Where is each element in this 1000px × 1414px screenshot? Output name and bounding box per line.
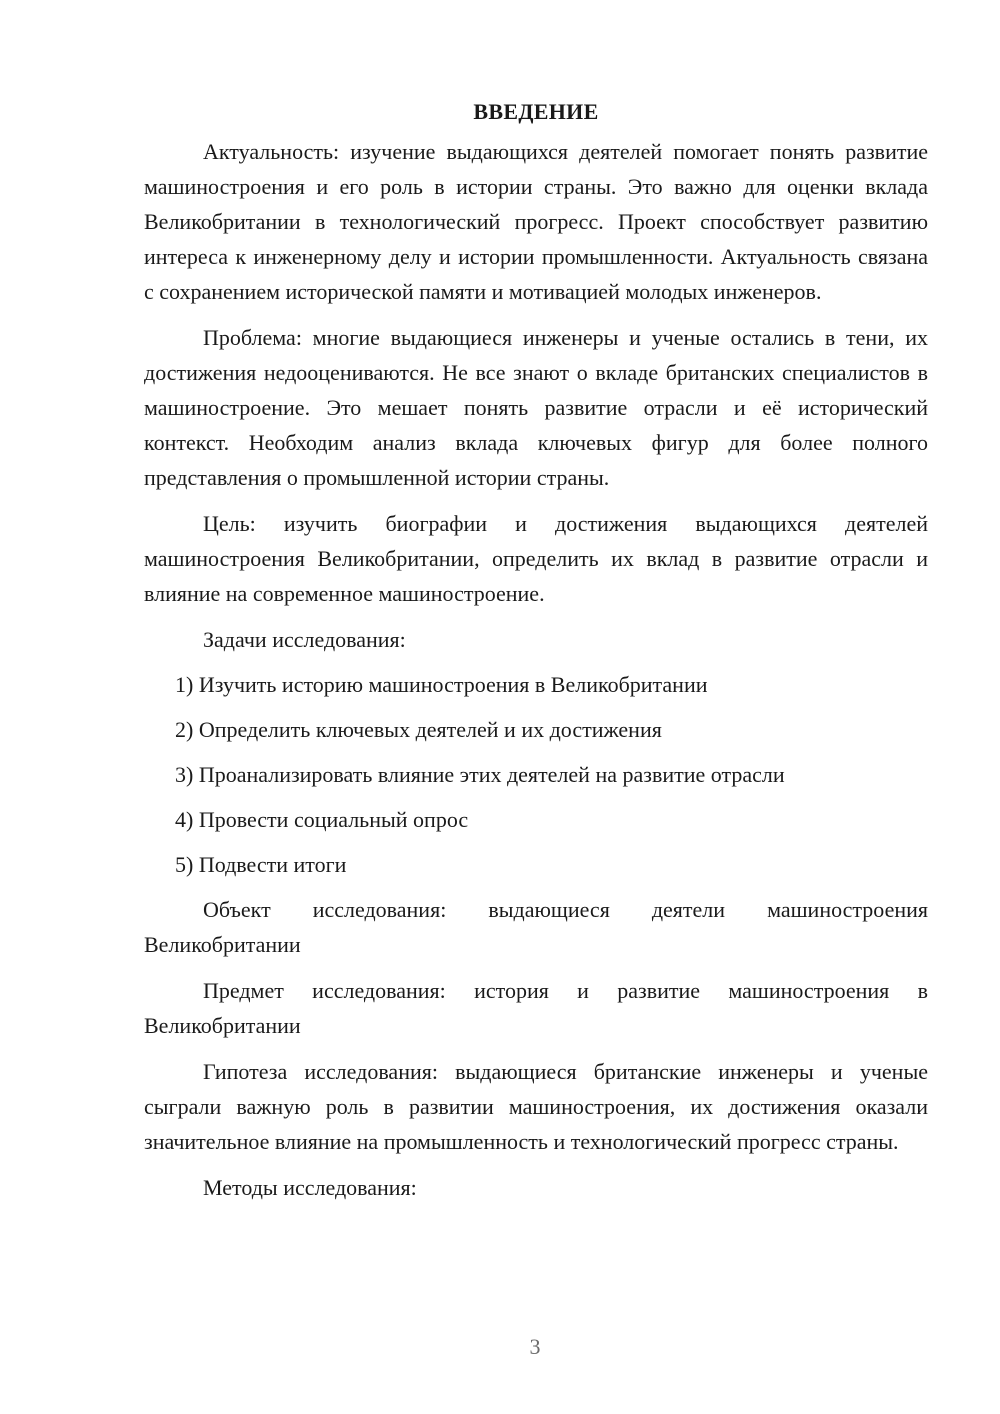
relevance-paragraph: Актуальность: изучение выдающихся деятелей помогает понять развитие машиностроения и его роль в истории страны. Это важно для оценки вклада Великобритании в технологический прогресс. Проект способствует развитию интереса к инженерному делу и истории промышленности. Актуальность связана с сохранением исторической памяти и мотивацией молодых инженеров. — [144, 139, 928, 304]
goal-paragraph: Цель: изучить биографии и достижения выдающихся деятелей машиностроения Великобритании, определить их вклад в развитие отрасли и влияние на современное машиностроение. — [144, 511, 928, 606]
subject-paragraph: Предмет исследования: история и развитие машиностроения в Великобритании — [144, 978, 928, 1038]
task-item: 5) Подвести итоги — [175, 852, 347, 877]
task-item: 4) Провести социальный опрос — [175, 807, 469, 832]
tasks-heading: Задачи исследования: — [203, 627, 406, 652]
methods-heading: Методы исследования: — [203, 1175, 417, 1200]
section-title: ВВЕДЕНИЕ — [473, 99, 599, 124]
hypothesis-paragraph: Гипотеза исследования: выдающиеся британские инженеры и ученые сыграли важную роль в развитии машиностроения, их достижения оказали значительное влияние на промышленность и технологический прогресс страны. — [144, 1059, 928, 1154]
task-item: 3) Проанализировать влияние этих деятелей на развитие отрасли — [175, 762, 785, 787]
page-number: 3 — [529, 1334, 541, 1359]
task-item: 2) Определить ключевых деятелей и их достижения — [175, 717, 662, 742]
task-item: 1) Изучить историю машиностроения в Великобритании — [175, 672, 708, 697]
object-paragraph: Объект исследования: выдающиеся деятели машиностроения Великобритании — [144, 897, 928, 957]
document-page — [144, 96, 928, 1215]
tasks-list — [144, 667, 928, 882]
problem-paragraph: Проблема: многие выдающиеся инженеры и ученые остались в тени, их достижения недооцениваются. Не все знают о вкладе британских специалистов в машиностроение. Это мешает понять развитие отрасли и её исторический контекст. Необходим анализ вклада ключевых фигур для более полного представления о промышленной истории страны. — [144, 325, 928, 490]
